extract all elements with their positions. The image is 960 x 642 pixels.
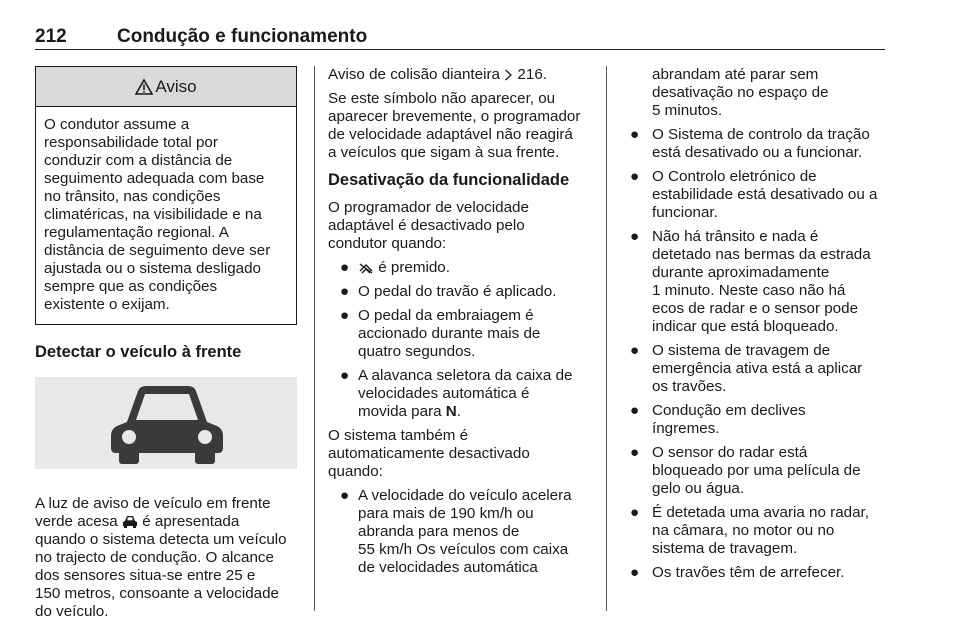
text-line: detetado nas bermas da estrada [652, 246, 871, 263]
text-line: emergência ativa está a aplicar [652, 360, 863, 377]
vehicle-ahead-indicator-icon [122, 515, 138, 528]
text-line: para mais de 190 km/h ou [358, 505, 534, 522]
cruise-control-off-icon [358, 262, 374, 274]
text-line: de velocidade adaptável não reagirá [328, 126, 573, 143]
text-line: estabilidade está desativado ou a [652, 186, 878, 203]
list-item [622, 126, 890, 162]
page-number: 212 [35, 26, 67, 47]
text-line: no trânsito, nas condições [44, 188, 221, 205]
forward-collision-ref [328, 66, 590, 84]
warning-text [36, 107, 296, 324]
text-line: Condução em declives [652, 402, 806, 419]
text-line: existente o exijam. [44, 296, 170, 313]
bullet-icon: ● [630, 126, 640, 143]
text-line: accionado durante mais de [358, 325, 541, 342]
list-item [328, 307, 590, 361]
list-item [328, 487, 590, 577]
list-item [328, 259, 590, 277]
column-3 [622, 66, 890, 588]
auto-deactivation-intro [328, 427, 590, 481]
text-line: responsabilidade total por [44, 134, 218, 151]
text-line: condutor quando: [328, 235, 447, 252]
text-line: automaticamente desactivado [328, 445, 530, 462]
ref-page: 216. [517, 66, 547, 83]
text-line: sempre que as condições [44, 278, 218, 295]
bullet-icon: ● [340, 307, 350, 324]
text-line: A alavanca seletora da caixa de [358, 367, 573, 384]
list-item [622, 564, 890, 582]
text-line: dos sensores situa-se entre 25 e [35, 567, 256, 584]
para-line-with-icon [35, 513, 297, 531]
symbol-paragraph [328, 90, 590, 162]
section-title-deactivation: Desativação da funcionalidade [328, 171, 570, 189]
deactivation-intro [328, 199, 590, 253]
text-line: quatro segundos. [358, 343, 476, 360]
text-line: O Controlo eletrónico de [652, 168, 817, 185]
text-line: 150 metros, consoante a velocidade [35, 585, 280, 602]
vehicle-ahead-illustration [35, 377, 297, 469]
bullet-icon: ● [340, 259, 350, 276]
page-header [35, 26, 885, 50]
para-line: A luz de aviso de veículo em frente [35, 495, 271, 512]
text-line: 55 km/h Os veículos com caixa [358, 541, 569, 558]
warning-header [36, 67, 296, 107]
auto-deactivation-list [328, 487, 590, 577]
bullet-icon: ● [630, 228, 640, 245]
deactivation-list [328, 259, 590, 421]
para-text: é apresentada [142, 513, 240, 530]
warning-triangle-icon [135, 79, 153, 95]
bullet-icon: ● [630, 168, 640, 185]
text-line: a veículos que sigam à sua frente. [328, 144, 560, 161]
text-line [358, 403, 590, 421]
text-line: O pedal do travão é aplicado. [358, 283, 557, 300]
text-line: 1 minuto. Neste caso não há [652, 282, 846, 299]
text-line: íngremes. [652, 420, 720, 437]
chapter-title: Condução e funcionamento [117, 26, 368, 47]
item-text: movida para [358, 403, 446, 420]
text-line: gelo ou água. [652, 480, 745, 497]
text-line: Não há trânsito e nada é [652, 228, 819, 245]
bullet-icon: ● [340, 367, 350, 384]
text-line: O pedal da embraiagem é [358, 307, 534, 324]
text-line: O sensor do radar está [652, 444, 808, 461]
column-1 [35, 66, 297, 621]
list-item [622, 444, 890, 498]
text-line: bloqueado por uma película de [652, 462, 861, 479]
text-line: distância de seguimento deve ser [44, 242, 271, 259]
text-line: ajustada ou o sistema desligado [44, 260, 261, 277]
text-line: do veículo. [35, 603, 109, 620]
warning-title: Aviso [155, 76, 197, 96]
section-title-detect-vehicle: Detectar o veículo à frente [35, 343, 242, 361]
bullet-icon: ● [630, 504, 640, 521]
list-item [622, 504, 890, 558]
bullet-icon: ● [630, 444, 640, 461]
text-line: funcionar. [652, 204, 718, 221]
text-line: no trajecto de condução. O alcance [35, 549, 274, 566]
bullet-icon: ● [630, 342, 640, 359]
text-line: quando o sistema detecta um veículo [35, 531, 287, 548]
para-text: verde acesa [35, 513, 118, 530]
text-line: os travões. [652, 378, 727, 395]
text-line: O programador de velocidade [328, 199, 529, 216]
text-line: climatéricas, na visibilidade e na [44, 206, 262, 223]
text-line: de velocidades automática [358, 559, 538, 576]
text-line: abrandam até parar sem [652, 66, 819, 83]
item-text: é premido. [374, 259, 450, 276]
text-line: O sistema de travagem de [652, 342, 831, 359]
text-line: seguimento adequada com base [44, 170, 265, 187]
column-divider-1 [314, 66, 315, 611]
car-front-icon [105, 382, 229, 464]
bullet-icon: ● [340, 283, 350, 300]
text-line: O condutor assume a [44, 116, 190, 133]
text-line [358, 259, 590, 277]
text-line: É detetada uma avaria no radar, [652, 504, 869, 521]
item-text: . [456, 403, 461, 420]
column-divider-2 [606, 66, 607, 611]
text-line: Os travões têm de arrefecer. [652, 564, 845, 581]
text-line: A velocidade do veículo acelera [358, 487, 572, 504]
auto-deactivation-list-continued [622, 126, 890, 582]
bullet-icon: ● [630, 564, 640, 581]
page-reference-arrow-icon [504, 69, 513, 81]
text-line: abranda para menos de [358, 523, 520, 540]
bullet-icon: ● [340, 487, 350, 504]
list-item [328, 367, 590, 421]
list-item [328, 283, 590, 301]
text-line: O Sistema de controlo da tração [652, 126, 870, 143]
text-line: está desativado ou a funcionar. [652, 144, 863, 161]
text-line: regulamentação regional. A [44, 224, 229, 241]
text-line: conduzir com a distância de [44, 152, 233, 169]
text-line: indicar que está bloqueado. [652, 318, 839, 335]
text-line: ecos de radar e o sensor pode [652, 300, 859, 317]
warning-box [35, 66, 297, 325]
text-line: durante aproximadamente [652, 264, 830, 281]
list-item [622, 228, 890, 336]
list-item [622, 168, 890, 222]
text-line: na câmara, no motor ou no [652, 522, 835, 539]
column-2 [328, 66, 590, 583]
text-line: aparecer brevemente, o programador [328, 108, 581, 125]
text-line: velocidades automática é [358, 385, 530, 402]
ref-text: Aviso de colisão dianteira [328, 66, 500, 83]
list-item [622, 402, 890, 438]
bullet-icon: ● [630, 402, 640, 419]
text-line: Se este símbolo não aparecer, ou [328, 90, 556, 107]
list-item [622, 342, 890, 396]
gear-position-n: N [445, 403, 457, 420]
text-line: desativação no espaço de [652, 84, 829, 101]
text-line: O sistema também é [328, 427, 469, 444]
text-line: 5 minutos. [652, 102, 723, 119]
continued-item-text [622, 66, 890, 120]
text-line: sistema de travagem. [652, 540, 798, 557]
detect-vehicle-paragraph [35, 495, 297, 621]
text-line: quando: [328, 463, 383, 480]
text-line: adaptável é desactivado pelo [328, 217, 525, 234]
